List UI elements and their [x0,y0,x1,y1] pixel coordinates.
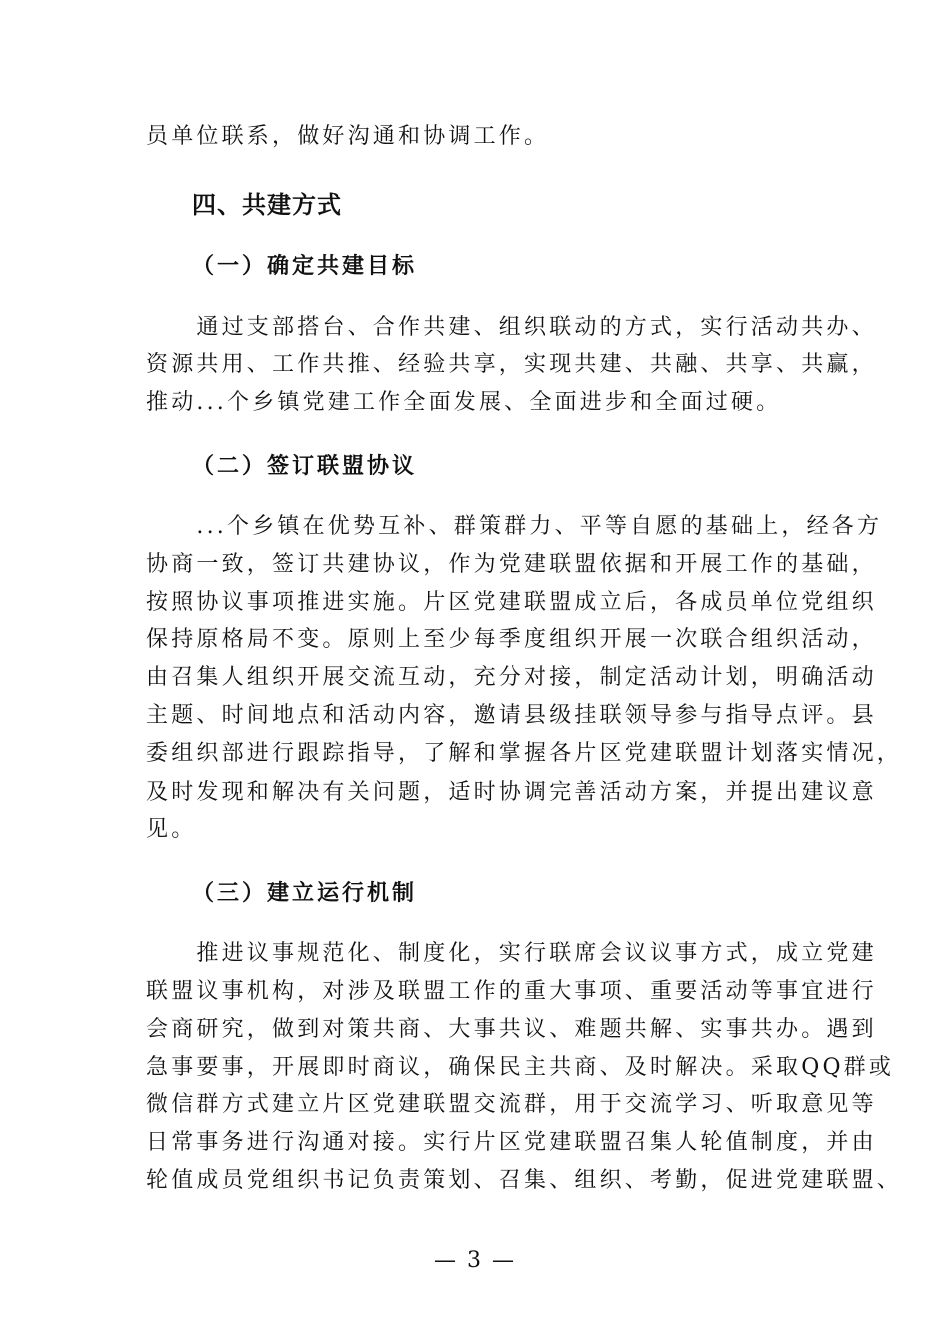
paragraph-line: 按照协议事项推进实施。片区党建联盟成立后，各成员单位党组织 [146,590,877,615]
paragraph-line: 协商一致，签订共建协议，作为党建联盟依据和开展工作的基础， [146,552,877,577]
paragraph-line: 推动...个乡镇党建工作全面发展、全面进步和全面过硬。 [146,390,782,415]
paragraph-line: 会商研究，做到对策共商、大事共议、难题共解、实事共办。遇到 [146,1017,877,1042]
subsection-heading: （二）签订联盟协议 [192,454,418,479]
paragraph-line: 通过支部搭台、合作共建、组织联动的方式，实行活动共办、 [146,315,877,340]
paragraph-line: 员单位联系，做好沟通和协调工作。 [146,124,550,149]
paragraph-line: 推进议事规范化、制度化，实行联席会议议事方式，成立党建 [146,941,877,966]
paragraph-line: 资源共用、工作共推、经验共享，实现共建、共融、共享、共赢， [146,352,877,377]
paragraph-line: 主题、时间地点和活动内容，邀请县级挂联领导参与指导点评。县 [146,703,877,728]
paragraph-line: 轮值成员党组织书记负责策划、召集、组织、考勤，促进党建联盟、 [146,1168,903,1193]
paragraph-line: 委组织部进行跟踪指导，了解和掌握各片区党建联盟计划落实情况， [146,741,903,766]
section-heading: 四、共建方式 [192,191,342,219]
paragraph-line: ...个乡镇在优势互补、群策群力、平等自愿的基础上，经各方 [146,514,883,539]
subsection-heading: （一）确定共建目标 [192,254,418,279]
subsection-heading: （三）建立运行机制 [192,881,418,906]
paragraph-line: 联盟议事机构，对涉及联盟工作的重大事项、重要活动等事宜进行 [146,979,877,1004]
paragraph-line: 急事要事，开展即时商议，确保民主共商、及时解决。采取QQ群或 [146,1055,895,1080]
paragraph-line: 由召集人组织开展交流互动，充分对接，制定活动计划，明确活动 [146,665,877,690]
page-number: — 3 — [434,1248,516,1273]
paragraph-line: 见。 [146,817,197,842]
paragraph-line: 日常事务进行沟通对接。实行片区党建联盟召集人轮值制度，并由 [146,1130,877,1155]
paragraph-line: 微信群方式建立片区党建联盟交流群，用于交流学习、听取意见等 [146,1092,877,1117]
paragraph-line: 及时发现和解决有关问题，适时协调完善活动方案，并提出建议意 [146,780,877,805]
paragraph-line: 保持原格局不变。原则上至少每季度组织开展一次联合组织活动， [146,627,877,652]
